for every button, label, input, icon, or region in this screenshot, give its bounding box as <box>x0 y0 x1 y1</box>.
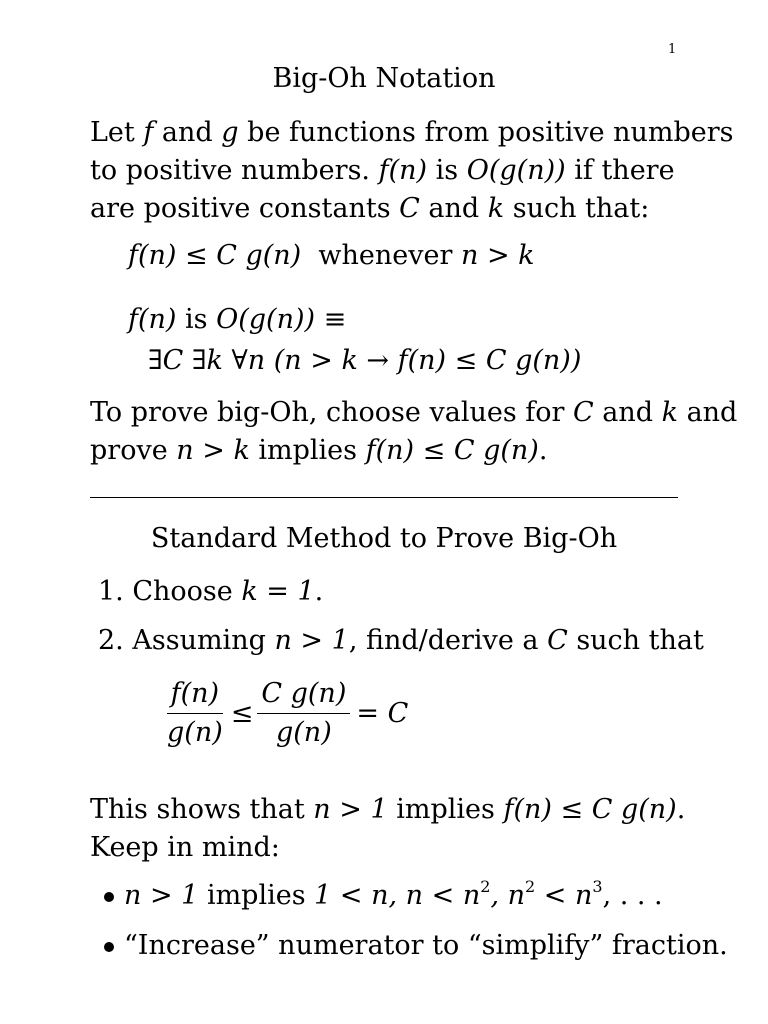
prove-line-2: prove n > k implies f(n) ≤ C g(n). <box>90 435 548 466</box>
definition-line-1: Let f and g be functions from positive numbers <box>90 117 734 148</box>
shows-paragraph <box>90 791 690 867</box>
bullet-icon <box>104 892 114 902</box>
equals-c: = C <box>356 697 409 729</box>
method-heading: Standard Method to Prove Big-Oh <box>150 523 618 554</box>
ratio-formula <box>163 678 408 749</box>
formula-definition-line-1: f(n) is O(g(n)) ≡ <box>128 304 347 335</box>
fraction-left: $\frac{f(n)}{g(n)}$ <box>167 678 223 748</box>
prove-line-1: To prove big-Oh, choose values for C and k and <box>90 397 738 428</box>
page-title: Big-Oh Notation <box>272 63 496 94</box>
section-divider <box>90 497 678 498</box>
formula-definition-line-2: ∃C ∃k ∀n (n > k → f(n) ≤ C g(n)) <box>148 345 582 376</box>
definition-line-2: to positive numbers. f(n) is O(g(n)) if there <box>90 155 675 186</box>
definition-line-3: are positive constants C and k such that: <box>90 193 650 224</box>
formula-bound: f(n) ≤ C g(n) whenever n > k <box>128 240 535 271</box>
step-1: 1. Choose k = 1. <box>98 576 324 607</box>
page-number: 1 <box>668 42 677 57</box>
fraction-right: $\frac{\text{C g(n)}}{g(n)}$ <box>257 678 350 749</box>
bullet-icon <box>104 942 114 952</box>
bullet-item-2: “Increase” numerator to “simplify” fraction. <box>104 930 728 962</box>
step-2: 2. Assuming n > 1, find/derive a C such that <box>98 625 704 656</box>
definition-paragraph <box>90 114 734 228</box>
keep-in-mind: Keep in mind: <box>90 832 280 863</box>
shows-line: This shows that n > 1 implies f(n) ≤ C g(n). <box>90 794 686 825</box>
prove-paragraph <box>90 394 738 470</box>
bullet-item-1: n > 1 implies 1 < n, $n < n^2$, $n^2 < n^3$, . . . <box>104 880 663 912</box>
leq-symbol: ≤ <box>230 697 254 729</box>
